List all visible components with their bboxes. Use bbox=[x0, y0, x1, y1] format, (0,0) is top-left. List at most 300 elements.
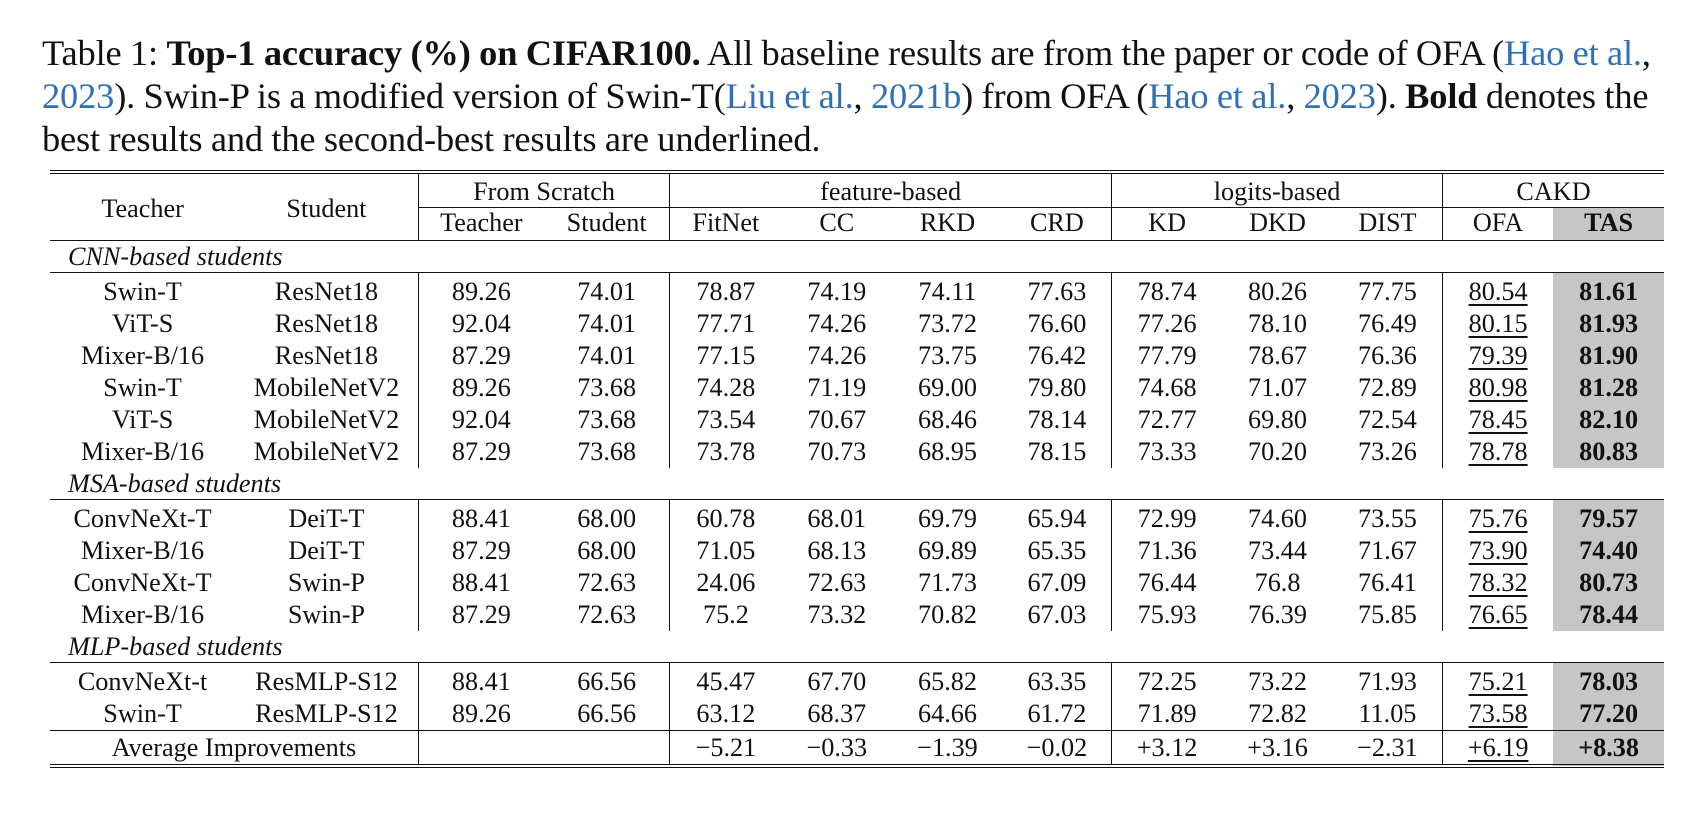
student-cell: ResMLP-S12 bbox=[255, 699, 398, 728]
value-cell: 77.75 bbox=[1357, 277, 1417, 306]
section-row bbox=[50, 241, 1664, 273]
table-row bbox=[50, 599, 1664, 631]
teacher-cell: Swin-T bbox=[103, 277, 182, 306]
table-cell bbox=[670, 436, 782, 468]
value-cell: 11.05 bbox=[1358, 699, 1417, 728]
table-cell bbox=[418, 404, 544, 436]
table-cell bbox=[1333, 372, 1443, 404]
table-cell bbox=[418, 535, 544, 567]
group-logits-based: logits-based bbox=[1213, 177, 1341, 206]
table-cell bbox=[1553, 599, 1664, 631]
value-cell: 76.44 bbox=[1137, 568, 1197, 597]
table-cell bbox=[1112, 567, 1223, 599]
table-cell bbox=[1443, 372, 1554, 404]
table-caption bbox=[42, 32, 1682, 161]
value-cell: 78.74 bbox=[1137, 277, 1197, 306]
value-cell: 73.33 bbox=[1137, 437, 1197, 466]
caption-text: ). bbox=[1375, 76, 1406, 116]
tas-value: 80.83 bbox=[1579, 437, 1639, 466]
value-cell: 24.06 bbox=[696, 568, 756, 597]
tas-value: 77.20 bbox=[1579, 699, 1639, 728]
table-cell bbox=[1003, 663, 1112, 699]
caption-text: All baseline results are from the paper or code of OFA ( bbox=[700, 33, 1504, 73]
average-label: Average Improvements bbox=[50, 731, 418, 767]
caption-text: denotes the best results and the second-best results are underlined. bbox=[42, 76, 1649, 159]
table-cell bbox=[418, 372, 544, 404]
value-cell: 65.35 bbox=[1027, 536, 1087, 565]
section-title: MSA-based students bbox=[50, 468, 1664, 500]
teacher-cell: Swin-T bbox=[103, 373, 182, 402]
table-cell bbox=[1222, 372, 1333, 404]
table-cell bbox=[1112, 340, 1223, 372]
table-cell bbox=[670, 535, 782, 567]
col-teacher-acc: Teacher bbox=[418, 208, 544, 241]
table-cell bbox=[418, 698, 544, 731]
table-cell bbox=[1553, 308, 1664, 340]
table-cell bbox=[781, 500, 892, 536]
col-tas: TAS bbox=[1553, 208, 1664, 241]
citation-link[interactable]: 2021b bbox=[870, 76, 962, 116]
table-cell bbox=[1553, 436, 1664, 468]
teacher-cell: ViT-S bbox=[111, 309, 174, 338]
value-cell: 71.93 bbox=[1357, 667, 1417, 696]
value-cell: 75.93 bbox=[1137, 600, 1197, 629]
table-cell bbox=[1222, 436, 1333, 468]
value-cell: 71.19 bbox=[807, 373, 867, 402]
teacher-cell: Mixer-B/16 bbox=[81, 437, 205, 466]
value-cell: 77.71 bbox=[696, 309, 756, 338]
value-cell: 76.42 bbox=[1027, 341, 1087, 370]
table-cell bbox=[781, 436, 892, 468]
section-title: MLP-based students bbox=[50, 631, 1664, 663]
value-cell: 74.28 bbox=[696, 373, 756, 402]
student-cell: ResMLP-S12 bbox=[255, 667, 398, 696]
value-cell: 61.72 bbox=[1027, 699, 1087, 728]
table-cell bbox=[670, 663, 782, 699]
value-cell: 68.00 bbox=[577, 536, 637, 565]
table-cell bbox=[1112, 698, 1223, 731]
table-cell bbox=[1222, 500, 1333, 536]
value-cell: 88.41 bbox=[451, 568, 511, 597]
ofa-value: 76.65 bbox=[1468, 600, 1528, 629]
value-cell: 74.01 bbox=[577, 309, 637, 338]
table-cell bbox=[1112, 372, 1223, 404]
value-cell: 73.44 bbox=[1248, 536, 1307, 565]
table-cell bbox=[544, 567, 670, 599]
student-cell: Swin-P bbox=[287, 568, 365, 597]
citation-link[interactable]: 2023 bbox=[42, 76, 115, 116]
table-cell bbox=[1003, 340, 1112, 372]
value-cell: 73.68 bbox=[577, 405, 637, 434]
value-cell: 89.26 bbox=[451, 277, 511, 306]
table-cell bbox=[544, 731, 670, 767]
value-cell: 69.89 bbox=[918, 536, 977, 565]
citation-link[interactable]: Hao et al. bbox=[1503, 33, 1642, 73]
tas-value: 81.90 bbox=[1579, 341, 1639, 370]
student-cell: DeiT-T bbox=[288, 504, 365, 533]
table-cell bbox=[1553, 663, 1664, 699]
table-cell bbox=[418, 731, 544, 767]
table-cell bbox=[1333, 340, 1443, 372]
table-row bbox=[50, 372, 1664, 404]
table-cell bbox=[544, 663, 670, 699]
value-cell: 78.10 bbox=[1248, 309, 1307, 338]
citation-link[interactable]: Liu et al. bbox=[725, 76, 854, 116]
teacher-cell: Swin-T bbox=[103, 699, 182, 728]
table-cell bbox=[1003, 500, 1112, 536]
ofa-value: 80.15 bbox=[1468, 309, 1528, 338]
table-cell bbox=[1003, 567, 1112, 599]
value-cell: 69.80 bbox=[1248, 405, 1307, 434]
table-cell bbox=[1443, 698, 1554, 731]
value-cell: 72.82 bbox=[1248, 699, 1307, 728]
table-cell bbox=[1112, 308, 1223, 340]
value-cell: 70.20 bbox=[1248, 437, 1307, 466]
col-crd: CRD bbox=[1003, 208, 1112, 241]
value-cell: 60.78 bbox=[696, 504, 756, 533]
table-cell bbox=[892, 599, 1003, 631]
student-cell: ResNet18 bbox=[274, 277, 379, 306]
value-cell: 71.05 bbox=[696, 536, 756, 565]
table-cell bbox=[544, 273, 670, 309]
value-cell: 70.73 bbox=[807, 437, 867, 466]
value-cell: 87.29 bbox=[451, 437, 511, 466]
table-cell bbox=[1443, 340, 1554, 372]
table-cell bbox=[1443, 599, 1554, 631]
caption-text: , bbox=[1286, 76, 1304, 116]
caption-text: , bbox=[853, 76, 871, 116]
teacher-cell: Mixer-B/16 bbox=[81, 341, 205, 370]
ofa-value: 79.39 bbox=[1468, 341, 1528, 370]
table-row bbox=[50, 436, 1664, 468]
value-cell: 69.79 bbox=[918, 504, 977, 533]
tas-value: 74.40 bbox=[1579, 536, 1639, 565]
value-cell: 89.26 bbox=[451, 373, 511, 402]
table-cell bbox=[1222, 535, 1333, 567]
table-cell bbox=[1333, 436, 1443, 468]
ofa-value: 78.78 bbox=[1468, 437, 1528, 466]
table-cell bbox=[892, 372, 1003, 404]
caption-bold-word: Bold bbox=[1405, 76, 1478, 116]
table-row bbox=[50, 273, 1664, 309]
average-row bbox=[50, 731, 1664, 767]
value-cell: 63.35 bbox=[1027, 667, 1087, 696]
value-cell: 72.63 bbox=[577, 568, 637, 597]
table-cell bbox=[781, 340, 892, 372]
table-cell bbox=[1553, 567, 1664, 599]
value-cell: 71.89 bbox=[1137, 699, 1197, 728]
value-cell: 73.78 bbox=[696, 437, 756, 466]
student-cell: ResNet18 bbox=[274, 309, 379, 338]
value-cell: 73.54 bbox=[696, 405, 756, 434]
value-cell: 72.25 bbox=[1137, 667, 1197, 696]
value-cell: 73.68 bbox=[577, 373, 637, 402]
table-cell bbox=[418, 599, 544, 631]
table-cell bbox=[544, 599, 670, 631]
table-cell bbox=[781, 535, 892, 567]
col-dkd: DKD bbox=[1222, 208, 1333, 241]
value-cell: 77.26 bbox=[1137, 309, 1197, 338]
table-cell bbox=[1112, 273, 1223, 309]
value-cell: 71.73 bbox=[918, 568, 977, 597]
table-cell bbox=[1112, 500, 1223, 536]
table-cell bbox=[418, 500, 544, 536]
tas-value: 81.28 bbox=[1579, 373, 1639, 402]
table-cell bbox=[544, 500, 670, 536]
table-cell bbox=[544, 372, 670, 404]
value-cell: 87.29 bbox=[451, 600, 511, 629]
student-cell: MobileNetV2 bbox=[253, 373, 400, 402]
group-from-scratch: From Scratch bbox=[473, 177, 615, 206]
value-cell: 87.29 bbox=[451, 341, 511, 370]
table-row bbox=[50, 500, 1664, 536]
table-cell bbox=[1443, 436, 1554, 468]
table-cell bbox=[1333, 698, 1443, 731]
table-cell bbox=[1443, 273, 1554, 309]
table-cell bbox=[1222, 308, 1333, 340]
table-cell bbox=[418, 273, 544, 309]
tas-value: 80.73 bbox=[1579, 568, 1639, 597]
ofa-value: 73.58 bbox=[1468, 699, 1528, 728]
table-cell bbox=[1333, 663, 1443, 699]
value-cell: 65.94 bbox=[1027, 504, 1087, 533]
col-fitnet: FitNet bbox=[670, 208, 782, 241]
table-cell bbox=[418, 663, 544, 699]
value-cell: 76.49 bbox=[1357, 309, 1417, 338]
value-cell: 68.01 bbox=[807, 504, 867, 533]
table-row bbox=[50, 567, 1664, 599]
table-cell bbox=[1003, 599, 1112, 631]
table-row bbox=[50, 404, 1664, 436]
col-dist: DIST bbox=[1333, 208, 1443, 241]
value-cell: 70.67 bbox=[807, 405, 867, 434]
value-cell: 72.77 bbox=[1137, 405, 1197, 434]
citation-link[interactable]: Hao et al. bbox=[1148, 76, 1287, 116]
table-cell bbox=[781, 273, 892, 309]
average-value: −5.21 bbox=[695, 732, 757, 762]
value-cell: 74.60 bbox=[1248, 504, 1307, 533]
average-value: +3.12 bbox=[1136, 732, 1198, 762]
table-cell bbox=[1333, 535, 1443, 567]
table-cell bbox=[1333, 731, 1443, 767]
table-cell bbox=[544, 535, 670, 567]
table-cell bbox=[1553, 340, 1664, 372]
col-student-acc: Student bbox=[544, 208, 670, 241]
value-cell: 78.15 bbox=[1027, 437, 1087, 466]
table-cell bbox=[1112, 436, 1223, 468]
tas-value: 78.44 bbox=[1579, 600, 1639, 629]
table-cell bbox=[1222, 663, 1333, 699]
table-cell bbox=[1003, 273, 1112, 309]
value-cell: 72.54 bbox=[1357, 405, 1417, 434]
table-cell bbox=[1222, 599, 1333, 631]
average-value: +3.16 bbox=[1247, 732, 1308, 762]
table-cell bbox=[1112, 663, 1223, 699]
table-cell bbox=[892, 500, 1003, 536]
tas-value: 78.03 bbox=[1579, 667, 1639, 696]
value-cell: 76.39 bbox=[1248, 600, 1307, 629]
teacher-cell: ConvNeXt-t bbox=[77, 667, 208, 696]
table-cell bbox=[670, 340, 782, 372]
table-cell bbox=[892, 698, 1003, 731]
caption-text: , bbox=[1641, 33, 1651, 73]
value-cell: 76.41 bbox=[1357, 568, 1417, 597]
value-cell: 67.70 bbox=[807, 667, 867, 696]
table-cell bbox=[1333, 273, 1443, 309]
table-cell bbox=[1443, 500, 1554, 536]
table-cell bbox=[418, 340, 544, 372]
table-cell bbox=[418, 308, 544, 340]
table-row bbox=[50, 663, 1664, 699]
table-cell bbox=[892, 567, 1003, 599]
table-cell bbox=[892, 404, 1003, 436]
value-cell: 69.00 bbox=[918, 373, 977, 402]
table-cell bbox=[781, 567, 892, 599]
student-cell: Swin-P bbox=[287, 600, 365, 629]
average-value: −0.33 bbox=[806, 732, 868, 762]
table-cell bbox=[1553, 404, 1664, 436]
results-table bbox=[50, 170, 1664, 768]
value-cell: 78.14 bbox=[1027, 405, 1087, 434]
value-cell: 68.13 bbox=[807, 536, 867, 565]
teacher-cell: Mixer-B/16 bbox=[81, 600, 205, 629]
table-cell bbox=[1553, 731, 1664, 767]
value-cell: 92.04 bbox=[451, 309, 511, 338]
value-cell: 87.29 bbox=[451, 536, 511, 565]
table-cell bbox=[544, 436, 670, 468]
table-cell bbox=[670, 372, 782, 404]
value-cell: 45.47 bbox=[696, 667, 756, 696]
value-cell: 71.07 bbox=[1248, 373, 1307, 402]
table-cell bbox=[418, 436, 544, 468]
value-cell: 76.8 bbox=[1254, 568, 1301, 597]
tas-value: 79.57 bbox=[1579, 504, 1639, 533]
value-cell: 78.87 bbox=[696, 277, 756, 306]
value-cell: 71.67 bbox=[1357, 536, 1417, 565]
value-cell: 74.68 bbox=[1137, 373, 1197, 402]
teacher-cell: ConvNeXt-T bbox=[73, 568, 212, 597]
table-cell bbox=[1222, 404, 1333, 436]
table-cell bbox=[1222, 698, 1333, 731]
average-value: −0.02 bbox=[1026, 732, 1088, 762]
table-cell bbox=[892, 535, 1003, 567]
student-cell: ResNet18 bbox=[274, 341, 379, 370]
value-cell: 78.67 bbox=[1248, 341, 1307, 370]
table-cell bbox=[1222, 340, 1333, 372]
ofa-value: 78.45 bbox=[1468, 405, 1528, 434]
table-cell bbox=[781, 663, 892, 699]
student-cell: MobileNetV2 bbox=[253, 405, 400, 434]
table-cell bbox=[1112, 404, 1223, 436]
table-row bbox=[50, 698, 1664, 731]
value-cell: 65.82 bbox=[918, 667, 977, 696]
average-value: −2.31 bbox=[1357, 732, 1418, 762]
ofa-value: 75.76 bbox=[1468, 504, 1528, 533]
value-cell: 89.26 bbox=[451, 699, 511, 728]
table-cell bbox=[892, 340, 1003, 372]
table-cell bbox=[1112, 731, 1223, 767]
table-cell bbox=[544, 308, 670, 340]
table-cell bbox=[892, 436, 1003, 468]
table-cell bbox=[892, 731, 1003, 767]
ofa-value: 75.21 bbox=[1468, 667, 1528, 696]
table-cell bbox=[1222, 731, 1333, 767]
value-cell: 73.75 bbox=[918, 341, 977, 370]
table-cell bbox=[1333, 308, 1443, 340]
value-cell: 71.36 bbox=[1137, 536, 1197, 565]
value-cell: 74.11 bbox=[918, 277, 977, 306]
value-cell: 74.01 bbox=[577, 341, 637, 370]
group-feature-based: feature-based bbox=[820, 177, 962, 206]
table-cell bbox=[1112, 535, 1223, 567]
value-cell: 73.32 bbox=[807, 600, 867, 629]
value-cell: 68.37 bbox=[807, 699, 867, 728]
table-cell bbox=[892, 273, 1003, 309]
table-cell bbox=[781, 372, 892, 404]
student-cell: DeiT-T bbox=[288, 536, 365, 565]
table-cell bbox=[1003, 535, 1112, 567]
tas-average: +8.38 bbox=[1578, 732, 1639, 762]
tas-value: 81.61 bbox=[1579, 277, 1639, 306]
value-cell: 77.63 bbox=[1027, 277, 1087, 306]
tas-value: 82.10 bbox=[1579, 405, 1639, 434]
value-cell: 72.99 bbox=[1137, 504, 1197, 533]
caption-text: ). Swin-P is a modified version of Swin-T( bbox=[114, 76, 726, 116]
table-cell bbox=[670, 500, 782, 536]
teacher-cell: Mixer-B/16 bbox=[81, 536, 205, 565]
student-cell: MobileNetV2 bbox=[253, 437, 400, 466]
caption-label: Table 1: bbox=[42, 33, 159, 73]
table-cell bbox=[670, 273, 782, 309]
value-cell: 74.26 bbox=[807, 341, 867, 370]
table-row bbox=[50, 308, 1664, 340]
value-cell: 63.12 bbox=[696, 699, 756, 728]
table-cell bbox=[1553, 372, 1664, 404]
table-cell bbox=[670, 731, 782, 767]
value-cell: 77.15 bbox=[696, 341, 756, 370]
value-cell: 68.00 bbox=[577, 504, 637, 533]
teacher-cell: ViT-S bbox=[111, 405, 174, 434]
value-cell: 74.26 bbox=[807, 309, 867, 338]
average-value: −1.39 bbox=[917, 732, 978, 762]
value-cell: 73.68 bbox=[577, 437, 637, 466]
citation-link[interactable]: 2023 bbox=[1303, 76, 1376, 116]
table-cell bbox=[1333, 599, 1443, 631]
value-cell: 72.63 bbox=[577, 600, 637, 629]
table-cell bbox=[1443, 567, 1554, 599]
table-cell bbox=[1443, 731, 1554, 767]
table-cell bbox=[781, 731, 892, 767]
section-title: CNN-based students bbox=[50, 241, 1664, 273]
table-cell bbox=[1443, 404, 1554, 436]
group-cakd: CAKD bbox=[1516, 177, 1591, 206]
col-rkd: RKD bbox=[892, 208, 1003, 241]
table-cell bbox=[670, 567, 782, 599]
value-cell: 72.63 bbox=[807, 568, 867, 597]
table-cell bbox=[892, 663, 1003, 699]
table-cell bbox=[670, 599, 782, 631]
table-cell bbox=[1553, 535, 1664, 567]
ofa-value: 78.32 bbox=[1468, 568, 1528, 597]
table-cell bbox=[670, 308, 782, 340]
caption-text: ) from OFA ( bbox=[961, 76, 1149, 116]
col-cc: CC bbox=[781, 208, 892, 241]
value-cell: 68.95 bbox=[918, 437, 977, 466]
value-cell: 73.22 bbox=[1248, 667, 1307, 696]
table-cell bbox=[670, 698, 782, 731]
value-cell: 92.04 bbox=[451, 405, 511, 434]
table-cell bbox=[1112, 599, 1223, 631]
